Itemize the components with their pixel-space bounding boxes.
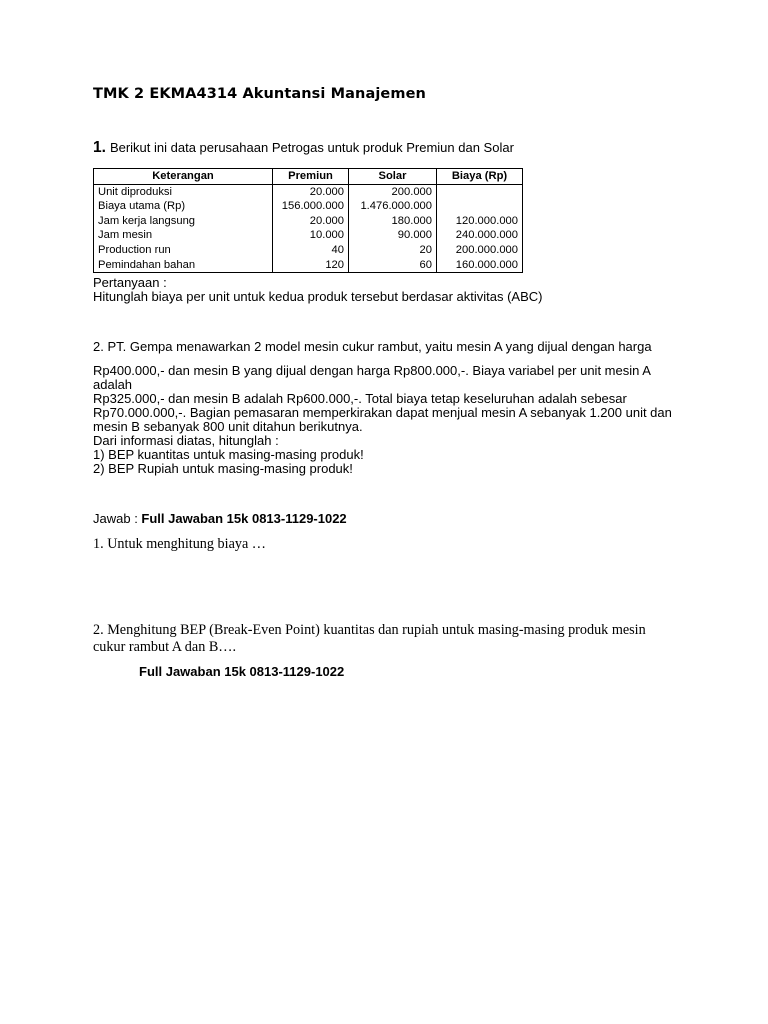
answer-label: Jawab : [93, 511, 142, 526]
table-cell: 60 [349, 258, 437, 273]
table-cell: 1.476.000.000 [349, 199, 437, 214]
document-title: TMK 2 EKMA4314 Akuntansi Manajemen [93, 86, 426, 102]
table-cell: Biaya utama (Rp) [94, 199, 273, 214]
table-cell: Jam kerja langsung [94, 214, 273, 229]
answer-contact-repeat: Full Jawaban 15k 0813-1129-1022 [139, 664, 345, 679]
answer-2-line: 2. Menghitung BEP (Break-Even Point) kuantitas dan rupiah untuk masing-masing produk mesin [93, 622, 646, 638]
answer-contact: Full Jawaban 15k 0813-1129-1022 [141, 511, 347, 526]
data-table [93, 168, 523, 273]
table-row [94, 243, 523, 258]
table-cell [437, 184, 523, 199]
answer-1: 1. Untuk menghitung biaya … [93, 536, 266, 552]
question-1-number: 1. [93, 139, 106, 156]
question-2-line: 2. PT. Gempa menawarkan 2 model mesin cukur rambut, yaitu mesin A yang dijual dengan harga [93, 339, 652, 354]
table-row [94, 214, 523, 229]
column-header: Biaya (Rp) [437, 169, 523, 185]
table-cell: 120.000.000 [437, 214, 523, 229]
table-cell: Production run [94, 243, 273, 258]
question-1-text: Berikut ini data perusahaan Petrogas untuk produk Premiun dan Solar [109, 140, 514, 155]
column-header: Keterangan [94, 169, 273, 185]
table-header-row [94, 169, 523, 185]
question-2-line: Dari informasi diatas, hitunglah : [93, 433, 279, 448]
table-row [94, 199, 523, 214]
question-2-line: 2) BEP Rupiah untuk masing-masing produk! [93, 461, 353, 476]
question-2-line: Rp400.000,- dan mesin B yang dijual dengan harga Rp800.000,-. Biaya variabel per unit mesin A [93, 363, 651, 378]
table-cell: 240.000.000 [437, 228, 523, 243]
question-1-intro [93, 139, 514, 157]
answer-2-line: cukur rambut A dan B…. [93, 639, 237, 655]
column-header: Premiun [273, 169, 349, 185]
table-cell: 200.000.000 [437, 243, 523, 258]
table-cell: 20.000 [273, 184, 349, 199]
table-cell: 156.000.000 [273, 199, 349, 214]
table-cell: 90.000 [349, 228, 437, 243]
table-cell [437, 199, 523, 214]
table-cell: 10.000 [273, 228, 349, 243]
question-2-line: Rp70.000.000,-. Bagian pemasaran memperkirakan dapat menjual mesin A sebanyak 1.200 unit dan [93, 405, 672, 420]
column-header: Solar [349, 169, 437, 185]
table-cell: 20 [349, 243, 437, 258]
table-cell: Unit diproduksi [94, 184, 273, 199]
table-cell: Jam mesin [94, 228, 273, 243]
table-cell: 120 [273, 258, 349, 273]
table-row [94, 184, 523, 199]
table-cell: 160.000.000 [437, 258, 523, 273]
table-cell: 40 [273, 243, 349, 258]
table-row [94, 228, 523, 243]
question-text: Hitunglah biaya per unit untuk kedua produk tersebut berdasar aktivitas (ABC) [93, 289, 543, 304]
table-row [94, 258, 523, 273]
table-cell: Pemindahan bahan [94, 258, 273, 273]
answer-line [93, 512, 347, 526]
question-2-line: Rp325.000,- dan mesin B adalah Rp600.000,-. Total biaya tetap keseluruhan adalah sebesar [93, 391, 627, 406]
table-cell: 20.000 [273, 214, 349, 229]
table-cell: 200.000 [349, 184, 437, 199]
table-cell: 180.000 [349, 214, 437, 229]
question-2-line: 1) BEP kuantitas untuk masing-masing produk! [93, 447, 364, 462]
question-label: Pertanyaan : [93, 275, 167, 290]
question-2-line: adalah [93, 377, 133, 392]
question-2-line: mesin B sebanyak 800 unit ditahun berikutnya. [93, 419, 363, 434]
